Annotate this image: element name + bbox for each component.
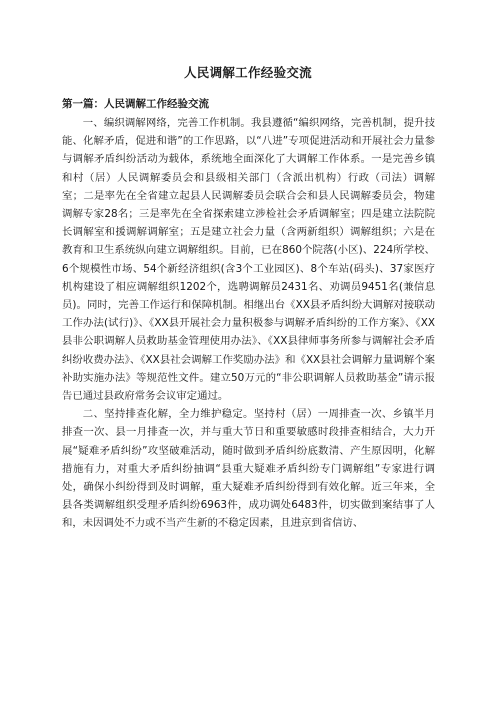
paragraph-1: 一、编织调解网络，完善工作机制。我县遵循“编织网络，完善机制，提升技能、化解矛盾，促进和谐”的工作思路，以“八进”专项促进活动和开展社会力量参与调解矛盾纠纷活动为载体，系统地全面深化了大调解工作体系。一是完善乡镇和村（居）人民调解委员会和县级相关部门（含派出机构）行政（司法）调解室；二是率先在全省建立起县人民调解委员会联合会和县人民调解委员会，物建调解专家28名；三是率先在全省探索建立涉检社会矛盾调解室；四是建立法院院长调解室和援调解调解室；五是建立社会力量（含两新组织）调解组织；六是在教育和卫生系统纵向建立调解组织。目前，已在860个院落(小区)、224所学校、6个规模性市场、54个新经济组织(含3个工业园区)、8个车站(码头)、37家医疗机构建设了相应调解组织1202个，选聘调解员2431名、劝调员9451名(兼信息员)。同时，完善工作运行和保障机制。相继出台《XX县矛盾纠纷大调解对接联动工作办法(试行)》、《XX县开展社会力量积极参与调解矛盾纠纷的工作方案》、《XX县非公职调解人员救助基金管理使用办法》、《XX县律师事务所参与调解社会矛盾纠纷收费办法》、《XX县社会调解工作奖励办法》和《XX县社会调解力量调解个案补助实施办法》等规范性文件。建立50万元的“非公职调解人员救助基金”请示报告已通过县政府常务会议审定通过。: [62, 117, 435, 403]
paragraph-2: 二、坚持排查化解，全力维护稳定。坚持村（居）一周排查一次、乡镇半月排查一次、县一月排查一次，并与重大节日和重要敏感时段排查相结合，大力开展“疑难矛盾纠纷”攻坚破难活动，随时做到矛盾纠纷底数清、产生原因明，化解措施有力，对重大矛盾纠纷抽调“县重大疑难矛盾纠纷专门调解组”专家进行调处，确保小纠纷得到及时调解，重大疑难矛盾纠纷得到有效化解。近三年来，全县各类调解组织受理矛盾纠纷6963件，成功调处6483件，切实做到案结事了人和，未因调处不力或不当产生新的不稳定因素，且进京到省信访、: [62, 408, 435, 530]
document-title: 人民调解工作经验交流: [183, 65, 312, 80]
section-heading: 第一篇：人民调解工作经验交流: [62, 98, 209, 110]
document-body: [62, 114, 435, 533]
